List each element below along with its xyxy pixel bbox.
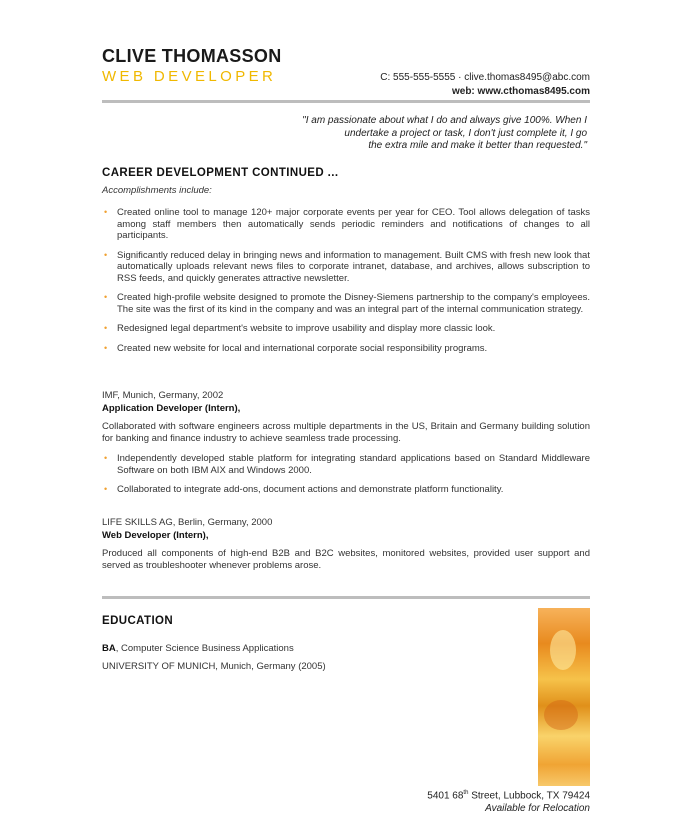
list-item: [102, 250, 590, 285]
bullet-icon: •: [104, 292, 108, 302]
list-item: [102, 207, 590, 242]
address-block: [427, 787, 590, 815]
bullet-text: Collaborated to integrate add-ons, document actions and demonstrate platform functionality.: [117, 484, 504, 495]
job1-company: IMF, Munich, Germany, 2002: [102, 390, 224, 401]
job2-role: Web Developer (Intern),: [102, 530, 209, 541]
accomplishments-list: [102, 207, 590, 362]
list-item: [102, 292, 590, 315]
career-heading: CAREER DEVELOPMENT CONTINUED ...: [102, 167, 339, 179]
job2-company: LIFE SKILLS AG, Berlin, Germany, 2000: [102, 517, 273, 528]
job2-summary: Produced all components of high-end B2B and B2C websites, monitored websites, provided user support and served as troubleshooter whenever problems arose.: [102, 548, 590, 571]
education-divider: [102, 596, 590, 599]
list-item: [102, 484, 590, 496]
bullet-icon: •: [104, 484, 108, 494]
list-item: [102, 343, 590, 355]
contact-line: C: 555-555-5555 · clive.thomas8495@abc.com: [380, 72, 590, 83]
job1-role: Application Developer (Intern),: [102, 403, 241, 414]
street-address: [427, 787, 590, 803]
bullet-text: Created high-profile website designed to promote the Disney-Siemens partnership to the company's employees. The site was the first of its kind in the company and was an integral part of the internal communication strategy.: [117, 292, 590, 315]
website-line[interactable]: web: www.cthomas8495.com: [451, 86, 590, 97]
header-divider: [102, 100, 590, 103]
list-item: [102, 453, 590, 476]
list-item: [102, 323, 590, 335]
candidate-title: WEB DEVELOPER: [102, 68, 277, 85]
decorative-photo: [538, 608, 590, 786]
bullet-text: Redesigned legal department's website to improve usability and display more classic look.: [117, 323, 496, 334]
bullet-icon: •: [104, 207, 108, 217]
school-line: UNIVERSITY OF MUNICH, Munich, Germany (2005): [102, 661, 326, 672]
leaf-shadow: [544, 700, 578, 730]
contact-block: [380, 71, 590, 99]
accomplishments-intro: Accomplishments include:: [102, 185, 212, 196]
quote-line-1: "I am passionate about what I do and always give 100%. When I: [302, 115, 587, 126]
address-street: Street, Lubbock, TX 79424: [468, 790, 590, 802]
job1-list: [102, 453, 590, 504]
quote-line-2: undertake a project or task, I don't just complete it, I go: [344, 127, 587, 139]
leaf-highlight: [550, 630, 576, 670]
bullet-text: Independently developed stable platform for integrating standard applications based on Standard Middleware Software on both IBM AIX and Windows 2000.: [117, 453, 590, 476]
bullet-icon: •: [104, 342, 108, 353]
relocation-note: Available for Relocation: [485, 802, 590, 814]
education-heading: EDUCATION: [102, 615, 174, 627]
job1-summary: Collaborated with software engineers across multiple departments in the US, Britain and Germany building solution for banking and finance industry to achieve seamless trade processing.: [102, 421, 590, 444]
degree-abbr: BA: [102, 643, 116, 654]
personal-quote: [247, 115, 587, 153]
address-number: 5401 68: [427, 790, 464, 802]
bullet-text: Created new website for local and international corporate social responsibility programs.: [117, 342, 488, 354]
bullet-icon: •: [104, 249, 108, 260]
degree-line: [102, 643, 294, 654]
quote-line-3: the extra mile and make it better than requested.": [368, 140, 587, 151]
bullet-text: Created online tool to manage 120+ major corporate events per year for CEO. Tool allows delegation of tasks among staff members then automatically sends periodic reminders and notifications of changes to all participants.: [117, 207, 590, 241]
candidate-name: CLIVE THOMASSON: [102, 46, 282, 66]
address-suffix: th: [463, 790, 469, 796]
degree-name: , Computer Science Business Applications: [115, 643, 294, 654]
bullet-icon: •: [104, 323, 108, 333]
bullet-icon: •: [104, 453, 108, 463]
bullet-text: Significantly reduced delay in bringing news and information to management. Built CMS with fresh new look that automatically uploads relevant news files to corporate intranet, database, and archives, allows subscription to RSS feeds, and quickly generates attractive newsletter.: [117, 249, 590, 284]
